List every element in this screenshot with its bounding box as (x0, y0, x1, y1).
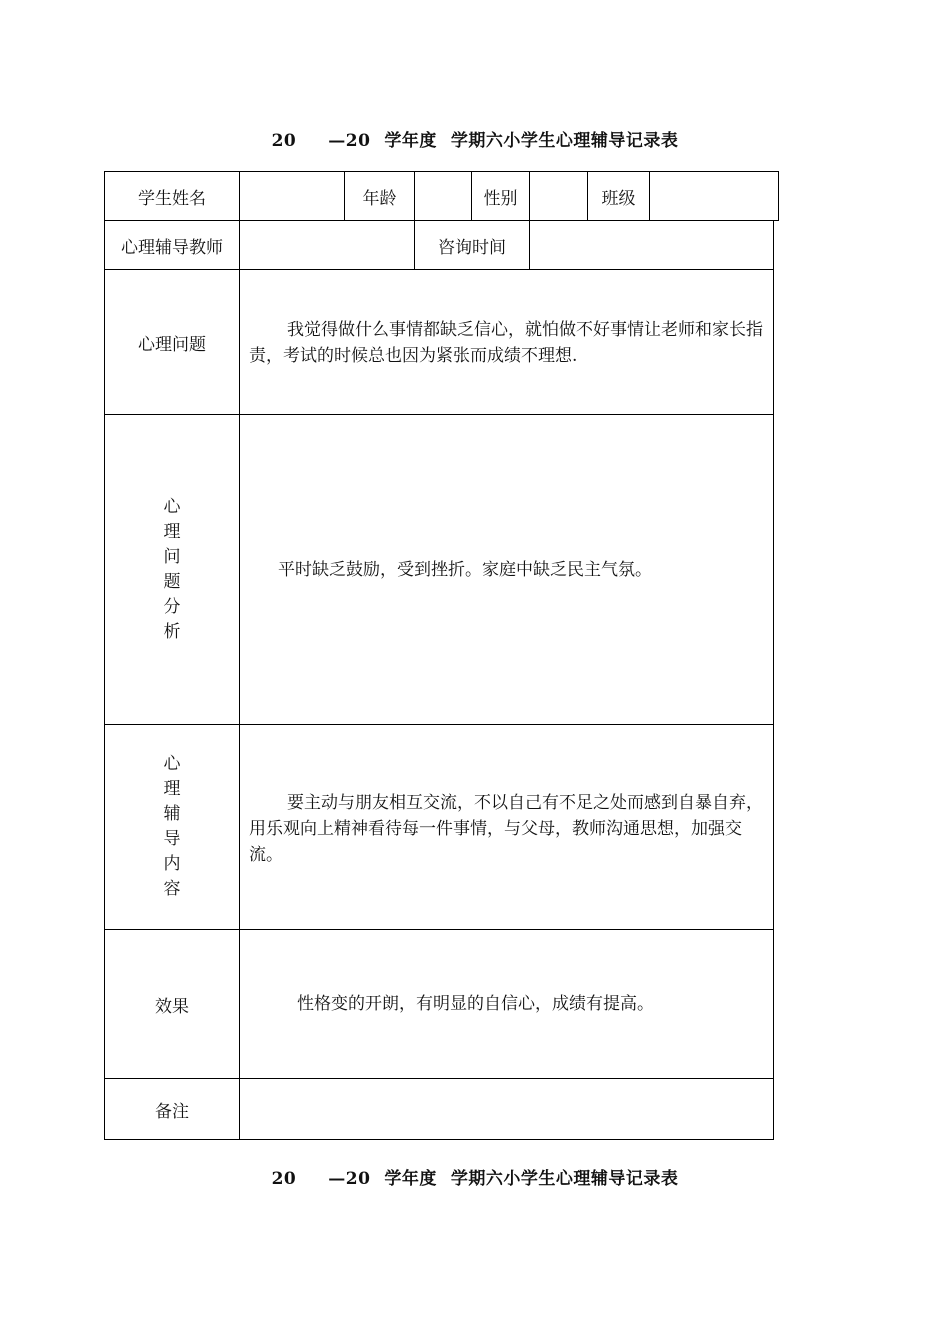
analysis-label-char: 问 (163, 546, 181, 567)
form-title-next (0, 1164, 950, 1189)
age-value[interactable] (415, 172, 471, 220)
teacher-label: 心理辅导教师 (121, 237, 223, 258)
analysis-label-char: 理 (163, 521, 181, 542)
guidance-label-char: 内 (163, 854, 181, 874)
analysis-label-char: 心 (163, 496, 181, 517)
guidance-label-char: 辅 (163, 804, 181, 824)
effect-text: 性格变的开朗，有明显的自信心，成绩有提高。 (297, 994, 654, 1014)
title-academic-year: 学年度 (384, 1169, 437, 1189)
column-divider (239, 171, 240, 1140)
guidance-label-char: 心 (163, 754, 181, 774)
table-border-bottom (104, 1139, 774, 1140)
title-academic-year: 学年度 (384, 131, 437, 151)
age-label: 年龄 (362, 188, 397, 209)
teacher-value[interactable] (240, 221, 414, 269)
guidance-label (105, 725, 239, 929)
form-title (0, 126, 950, 151)
title-year-end: —20 (328, 1169, 371, 1189)
problem-label: 心理问题 (138, 334, 206, 355)
class-value[interactable] (650, 172, 778, 220)
table-border-right-row1 (778, 171, 779, 221)
effect-label: 效果 (155, 996, 189, 1017)
title-rest: 学期六小学生心理辅导记录表 (450, 1169, 679, 1189)
guidance-label-char: 导 (163, 829, 181, 849)
analysis-label (105, 415, 239, 724)
title-year-start: 20 (271, 131, 297, 151)
guidance-label-char: 理 (163, 779, 181, 799)
title-rest: 学期六小学生心理辅导记录表 (450, 131, 679, 151)
remarks-label: 备注 (155, 1101, 189, 1122)
consult-time-value[interactable] (530, 221, 773, 269)
consult-time-label: 咨询时间 (438, 237, 506, 258)
remarks-value[interactable] (240, 1079, 773, 1139)
analysis-label-char: 题 (163, 571, 181, 592)
student-name-label: 学生姓名 (138, 188, 206, 209)
table-border-right (773, 220, 774, 1140)
title-year-end: —20 (328, 131, 371, 151)
analysis-text: 平时缺乏鼓励，受到挫折。家庭中缺乏民主气氛。 (278, 560, 652, 580)
analysis-label-char: 分 (163, 596, 181, 617)
title-year-start: 20 (271, 1169, 297, 1189)
problem-text: 我觉得做什么事情都缺乏信心，就怕做不好事情让老师和家长指责，考试的时候总也因为紧张而成绩不理想. (249, 320, 763, 366)
student-name-value[interactable] (240, 172, 344, 220)
gender-label: 性别 (483, 188, 518, 209)
guidance-text: 要主动与朋友相互交流，不以自己有不足之处而感到自暴自弃，用乐观向上精神看待每一件事情，与父母，教师沟通思想，加强交流。 (249, 793, 763, 865)
class-label: 班级 (601, 188, 636, 209)
analysis-label-char: 析 (163, 621, 181, 642)
guidance-label-char: 容 (163, 879, 181, 899)
gender-value[interactable] (530, 172, 587, 220)
